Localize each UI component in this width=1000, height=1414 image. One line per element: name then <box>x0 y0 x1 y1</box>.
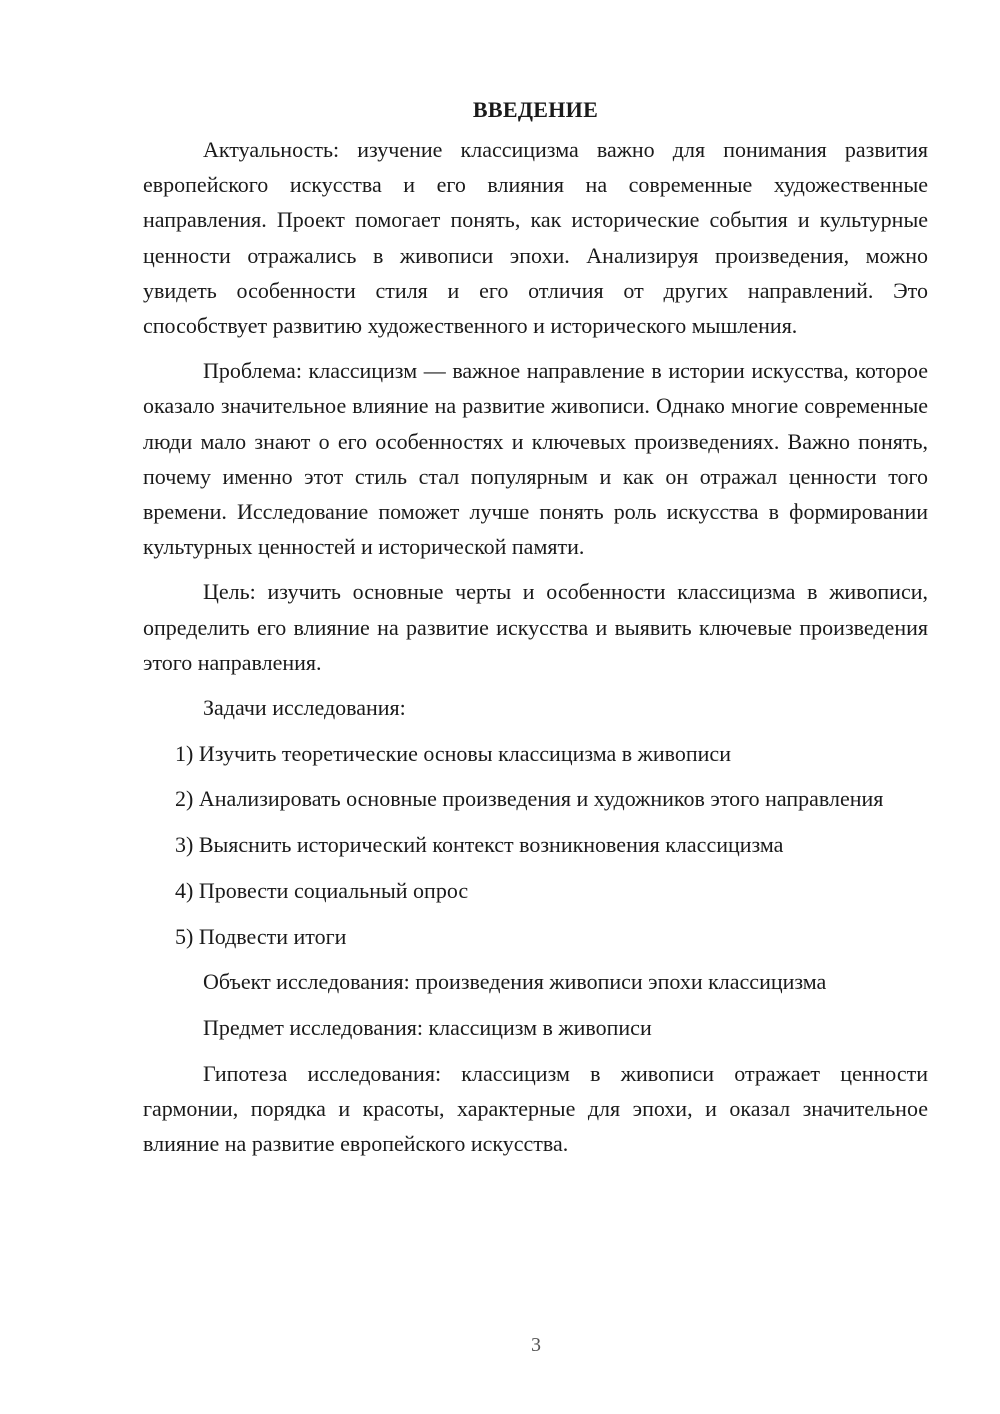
task-item-5: 5) Подвести итоги <box>175 923 347 949</box>
task-item-1: 1) Изучить теоретические основы классицизма в живописи <box>175 740 731 766</box>
tasks-heading: Задачи исследования: <box>203 695 406 721</box>
problem-paragraph: Проблема: классицизм — важное направление в истории искусства, которое оказало значительное влияние на развитие живописи. Однако многие современные люди мало знают о его особенностях и ключевых произведениях. Важно понять, почему именно этот стиль стал популярным и как он отражал ценности того времени. Исследование поможет лучше понять роль искусства в формировании культурных ценностей и исторической памяти. <box>143 358 928 560</box>
relevance-paragraph: Актуальность: изучение классицизма важно для понимания развития европейского искусства и его влияния на современные художественные направления. Проект помогает понять, как исторические события и культурные ценности отражались в живописи эпохи. Анализируя произведения, можно увидеть особенности стиля и его отличия от других направлений. Это способствует развитию художественного и исторического мышления. <box>143 137 928 339</box>
hypothesis-paragraph: Гипотеза исследования: классицизм в живописи отражает ценности гармонии, порядка и красоты, характерные для эпохи, и оказал значительное влияние на развитие европейского искусства. <box>143 1060 928 1157</box>
research-subject: Предмет исследования: классицизм в живописи <box>203 1014 652 1040</box>
page-content <box>143 92 928 1171</box>
task-item-3: 3) Выяснить исторический контекст возникновения классицизма <box>175 832 784 858</box>
page-number: 3 <box>531 1334 541 1356</box>
goal-paragraph: Цель: изучить основные черты и особенности классицизма в живописи, определить его влияние на развитие искусства и выявить ключевые произведения этого направления. <box>143 579 928 675</box>
task-item-2: 2) Анализировать основные произведения и художников этого направления <box>175 786 884 812</box>
research-object: Объект исследования: произведения живописи эпохи классицизма <box>203 969 827 995</box>
task-item-4: 4) Провести социальный опрос <box>175 877 469 903</box>
section-title: ВВЕДЕНИЕ <box>472 97 599 122</box>
